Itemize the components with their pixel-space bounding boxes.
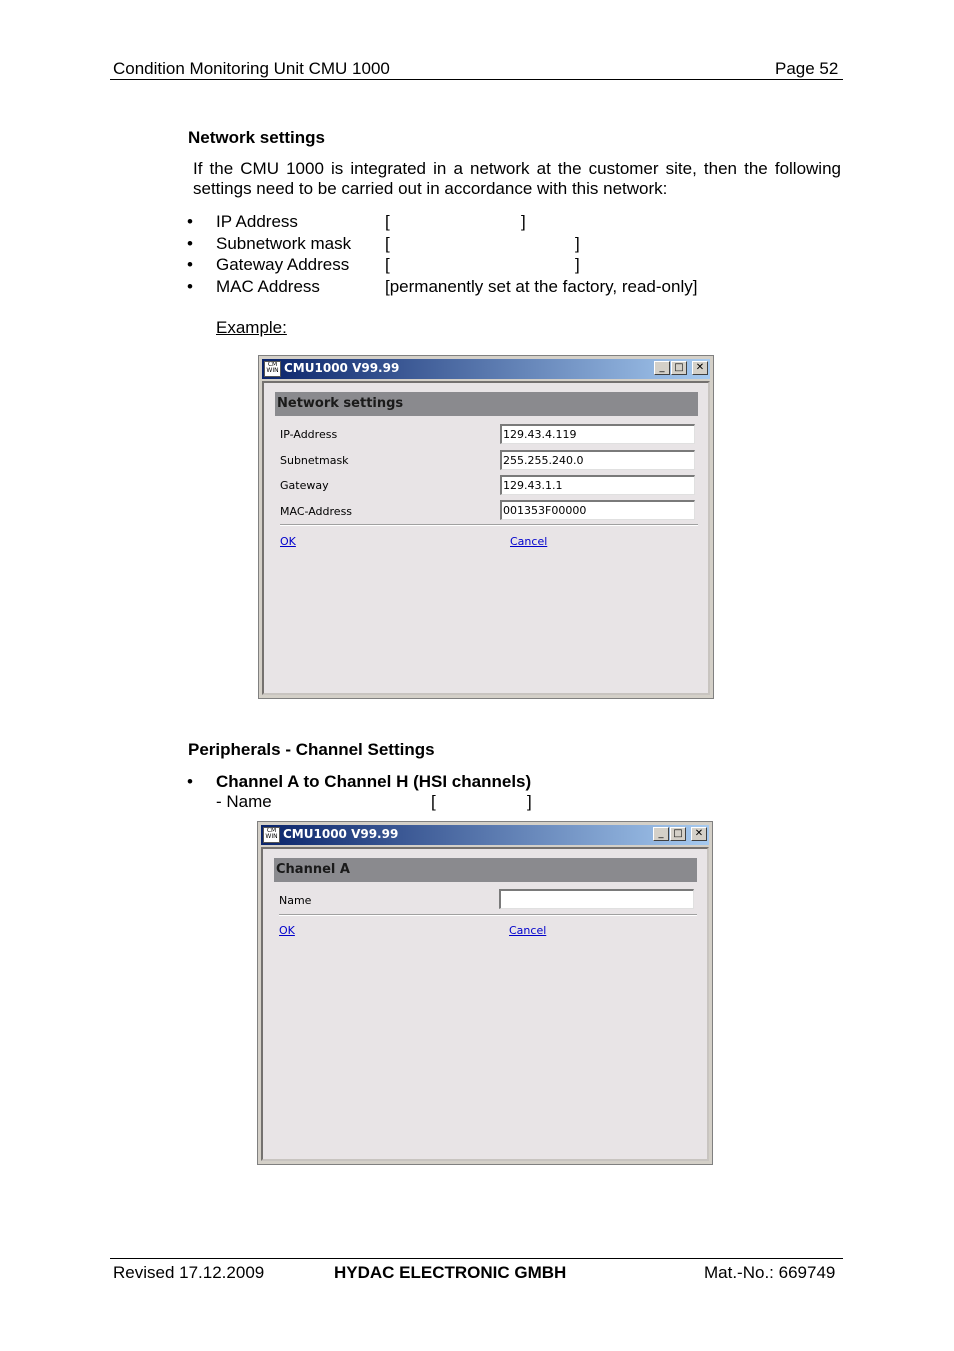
bracket-close: ] [575, 255, 580, 274]
cancel-link[interactable]: Cancel [509, 924, 547, 937]
mac-address-input[interactable]: 001353F00000 [500, 500, 695, 520]
ip-address-label: IP-Address [280, 428, 338, 441]
gateway-label: Gateway [280, 479, 329, 492]
ip-address-input[interactable]: 129.43.4.119 [500, 424, 695, 444]
network-section-title: Network settings [188, 128, 325, 147]
bullet-dot: • [187, 212, 193, 231]
separator [279, 914, 697, 916]
minimize-icon[interactable]: _ [654, 361, 670, 375]
example-label: Example: [216, 318, 287, 337]
header-rule [110, 79, 843, 80]
channel-settings-window [257, 821, 713, 1165]
bullet-dot: • [187, 255, 193, 274]
subnetmask-input[interactable]: 255.255.240.0 [500, 450, 695, 470]
footer-mat-no: Mat.-No.: 669749 [704, 1263, 836, 1282]
header-title: Condition Monitoring Unit CMU 1000 [113, 59, 390, 78]
bullet-dot: • [187, 277, 193, 296]
panel-title: Channel A [274, 858, 697, 882]
panel-title: Network settings [275, 392, 698, 416]
bracket-open: [ [385, 255, 390, 274]
network-settings-window [258, 355, 714, 699]
cancel-link[interactable]: Cancel [510, 535, 548, 548]
minimize-icon[interactable]: _ [653, 827, 669, 841]
gateway-input[interactable]: 129.43.1.1 [500, 475, 695, 495]
name-label: - Name [216, 792, 272, 811]
bracket-open: [ [385, 234, 390, 253]
close-icon[interactable]: ✕ [692, 361, 708, 375]
separator [280, 524, 698, 526]
footer-revised: Revised 17.12.2009 [113, 1263, 265, 1282]
subnetmask-label: Subnetmask [280, 454, 349, 467]
peripherals-section-title: Peripherals - Channel Settings [188, 740, 435, 759]
footer-company: HYDAC ELECTRONIC GMBH [334, 1263, 567, 1282]
mac-address-label: MAC-Address [280, 505, 353, 518]
bullet-ip-address: IP Address [216, 212, 298, 231]
bullet-dot: • [187, 234, 193, 253]
maximize-icon[interactable]: □ [670, 827, 686, 841]
ok-link[interactable]: OK [279, 924, 295, 937]
bullet-gateway-address: Gateway Address [216, 255, 350, 274]
network-intro-line1: If the CMU 1000 is integrated in a network at the customer site, then the following [193, 159, 841, 178]
close-icon[interactable]: ✕ [691, 827, 707, 841]
network-intro-line2: settings need to be carried out in accordance with this network: [193, 179, 668, 198]
name-field-label: Name [279, 894, 312, 907]
window-title-bar[interactable] [261, 825, 709, 845]
bracket-close: ] [575, 234, 580, 253]
channel-bullet-title: Channel A to Channel H (HSI channels) [216, 772, 532, 791]
bracket-close: ] [527, 792, 532, 811]
bracket-open: [ [431, 792, 436, 811]
bracket-open: [ [385, 212, 390, 231]
app-icon: CM WIN [263, 827, 280, 843]
window-title: CMU1000 V99.99 [284, 361, 400, 375]
maximize-icon[interactable]: □ [671, 361, 687, 375]
bullet-dot: • [187, 772, 193, 791]
ok-link[interactable]: OK [280, 535, 296, 548]
window-client-area [261, 847, 709, 1161]
name-input[interactable] [499, 889, 694, 909]
window-title-bar[interactable] [262, 359, 710, 379]
bracket-close: ] [521, 212, 526, 231]
app-icon: CM WIN [264, 361, 281, 377]
bullet-mac-address: MAC Address [216, 277, 320, 296]
page-number: Page 52 [775, 59, 839, 78]
bullet-subnetwork-mask: Subnetwork mask [216, 234, 352, 253]
footer-rule [110, 1258, 843, 1259]
window-title: CMU1000 V99.99 [283, 827, 399, 841]
window-client-area [262, 381, 710, 695]
mac-address-note: [permanently set at the factory, read-only] [385, 277, 698, 296]
